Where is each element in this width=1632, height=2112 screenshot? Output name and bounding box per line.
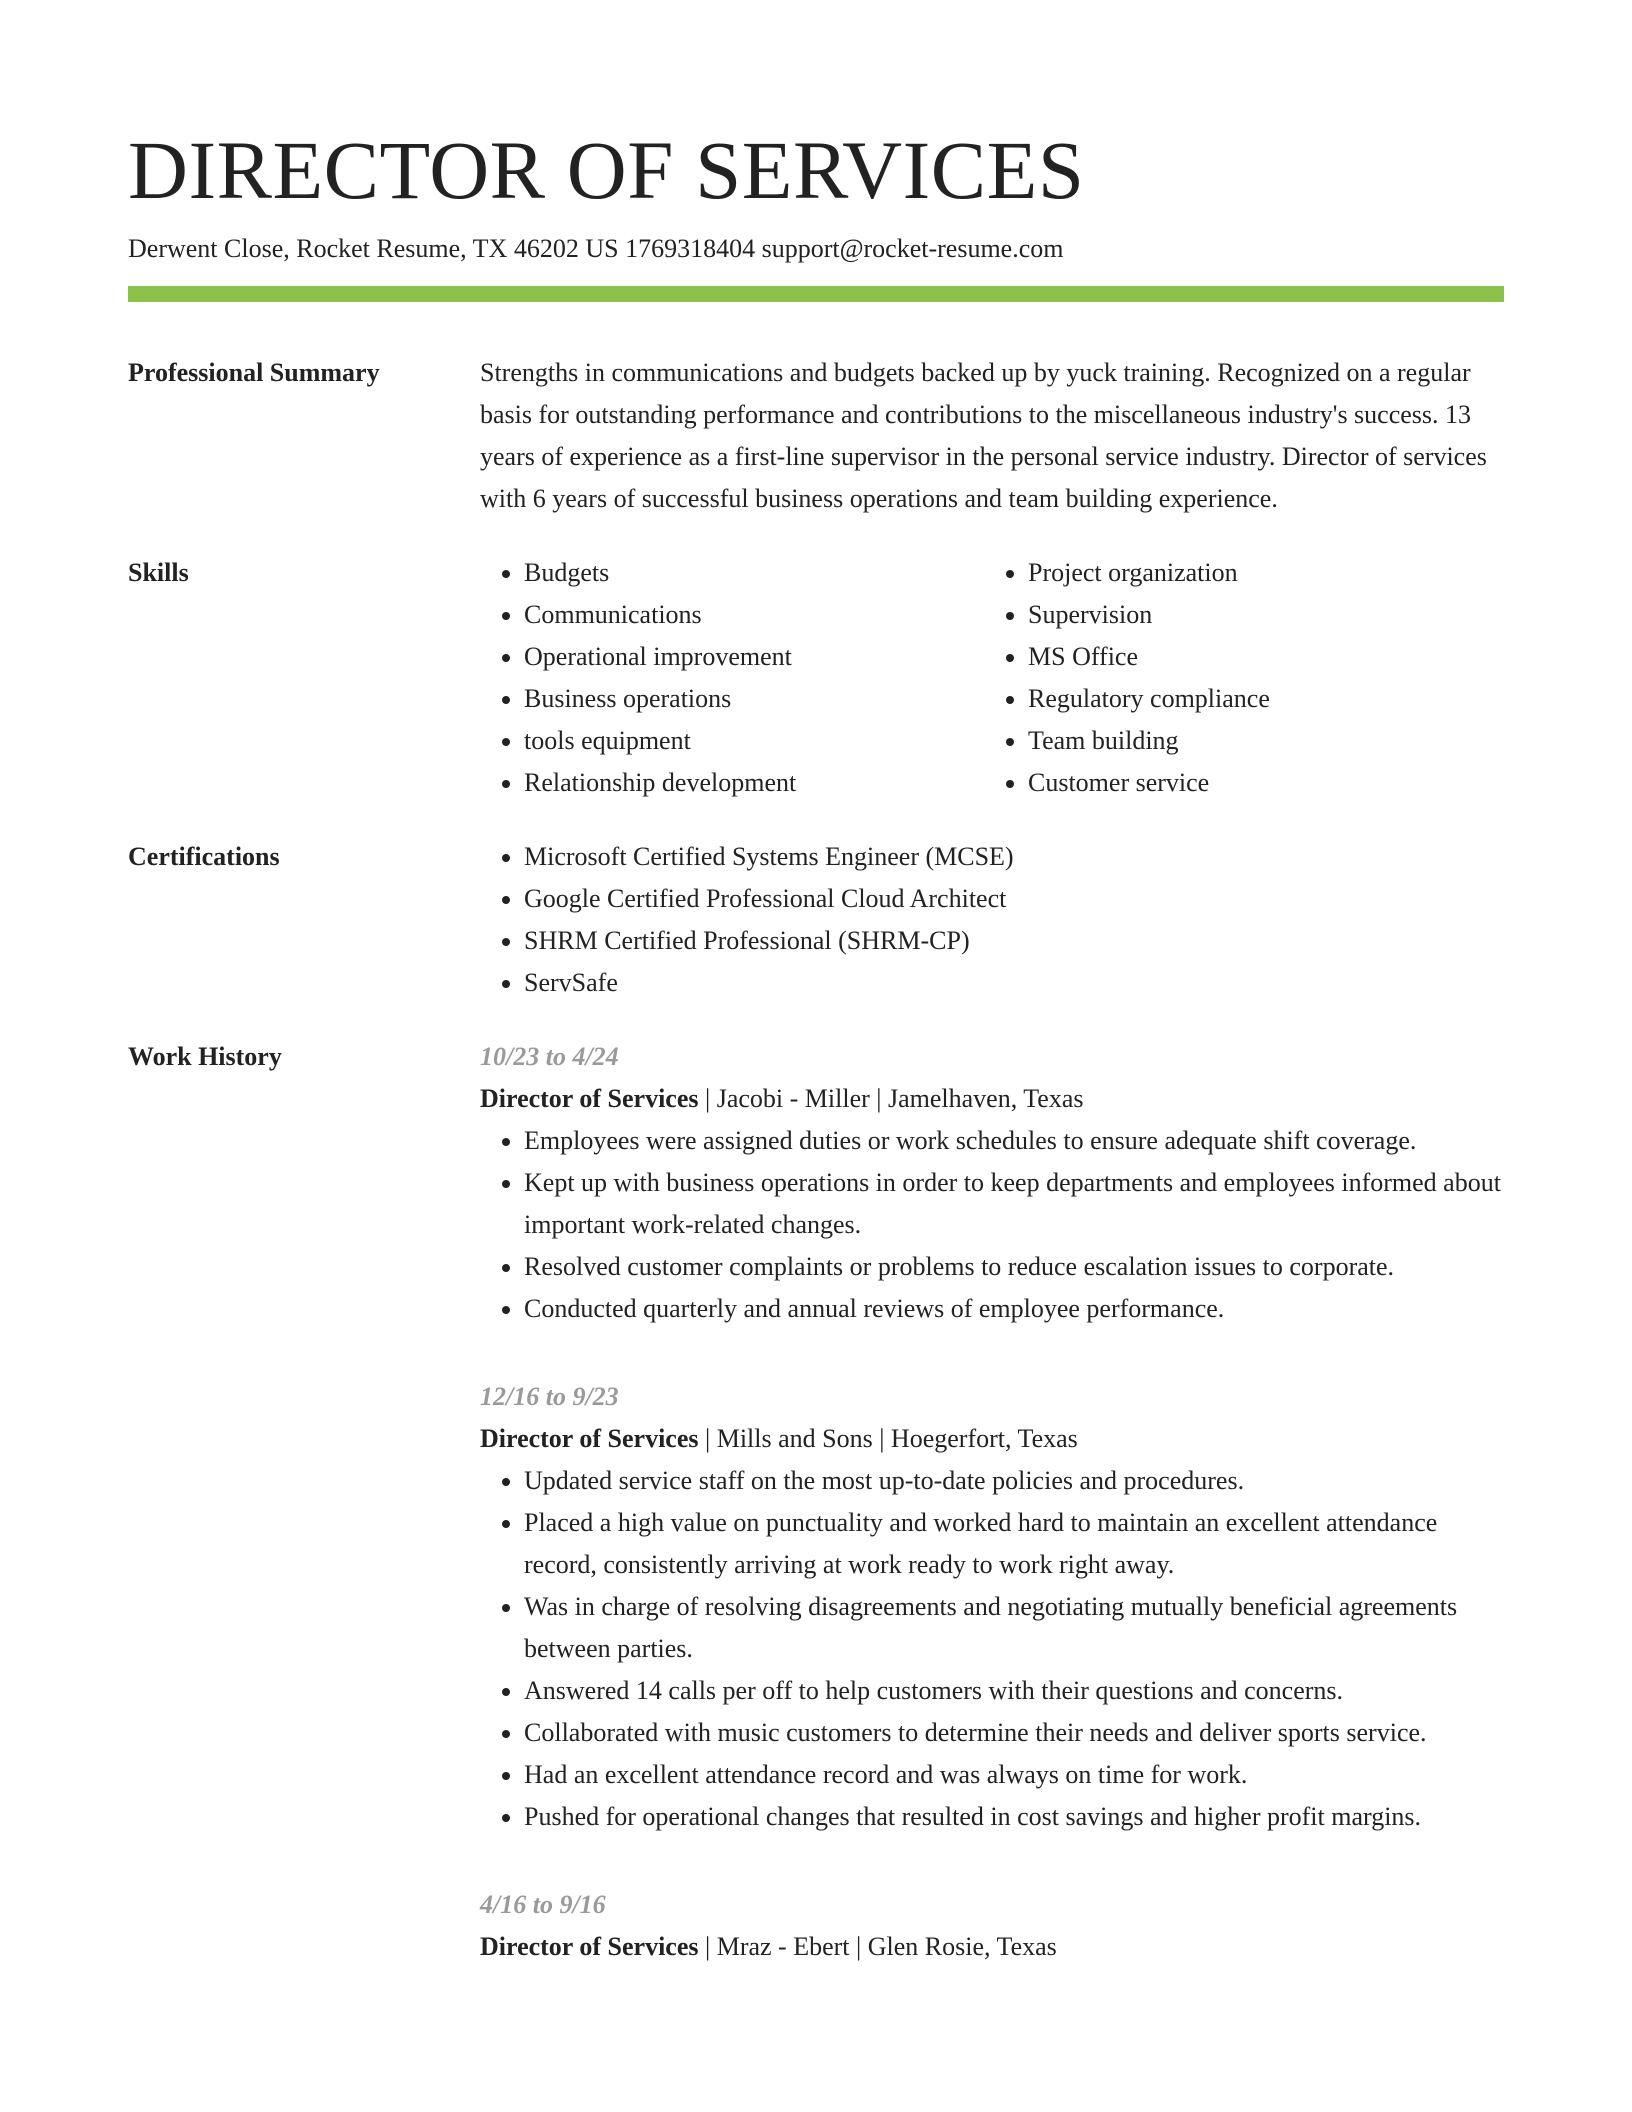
skills-column-left [480, 552, 984, 804]
job-duty-item: • Resolved customer complaints or problems to reduce escalation issues to corporate. [524, 1246, 1504, 1288]
certification-item: • ServSafe [524, 962, 1504, 1004]
skill-item: • Operational improvement [524, 636, 984, 678]
job-dates: 10/23 to 4/24 [480, 1042, 619, 1071]
job-duty-item: • Had an excellent attendance record and was always on time for work. [524, 1754, 1504, 1796]
job-employer-location: | Mills and Sons | Hoegerfort, Texas [698, 1424, 1078, 1453]
skill-item: • tools equipment [524, 720, 984, 762]
skills-section [128, 552, 1504, 804]
skill-item: • Communications [524, 594, 984, 636]
certifications-heading: Certifications [128, 842, 280, 871]
skill-item: • Supervision [1028, 594, 1488, 636]
job-entry [480, 1884, 1504, 1968]
job-employer-location: | Mraz - Ebert | Glen Rosie, Texas [698, 1932, 1057, 1961]
certifications-list [480, 836, 1504, 1004]
job-dates: 4/16 to 9/16 [480, 1890, 606, 1919]
skills-heading: Skills [128, 558, 189, 587]
skill-item: • Regulatory compliance [1028, 678, 1488, 720]
job-duty-item: • Collaborated with music customers to determine their needs and deliver sports service. [524, 1712, 1504, 1754]
certifications-section [128, 836, 1504, 1004]
job-duty-item: • Updated service staff on the most up-to-date policies and procedures. [524, 1460, 1504, 1502]
job-duty-item: • Placed a high value on punctuality and worked hard to maintain an excellent attendance record, consistently arriving at work ready to work right away. [524, 1502, 1504, 1586]
job-heading [480, 1926, 1504, 1968]
skill-item: • Relationship development [524, 762, 984, 804]
summary-text: Strengths in communications and budgets backed up by yuck training. Recognized on a regular basis for outstanding performance and contributions to the miscellaneous industry's success. 13 years of experience as a first-line supervisor in the personal service industry. Director of services with 6 years of successful business operations and team building experience. [480, 358, 1487, 513]
job-duty-item: • Conducted quarterly and annual reviews of employee performance. [524, 1288, 1504, 1330]
job-duty-item: • Kept up with business operations in order to keep departments and employees informed about important work-related changes. [524, 1162, 1504, 1246]
job-dates: 12/16 to 9/23 [480, 1382, 619, 1411]
job-duties [480, 1460, 1504, 1838]
job-duty-item: • Pushed for operational changes that resulted in cost savings and higher profit margins. [524, 1796, 1504, 1838]
skill-item: • Business operations [524, 678, 984, 720]
job-title: Director of Services [480, 1424, 699, 1453]
skill-item: • Customer service [1028, 762, 1488, 804]
job-title: Director of Services [480, 1084, 699, 1113]
certification-item: • SHRM Certified Professional (SHRM-CP) [524, 920, 1504, 962]
summary-section [128, 352, 1504, 520]
resume-page [128, 0, 1504, 2014]
contact-line: Derwent Close, Rocket Resume, TX 46202 US 1769318404 support@rocket-resume.com [128, 234, 1064, 263]
job-employer-location: | Jacobi - Miller | Jamelhaven, Texas [698, 1084, 1084, 1113]
skill-item: • Team building [1028, 720, 1488, 762]
skills-list [480, 552, 1504, 804]
job-duty-item: • Employees were assigned duties or work schedules to ensure adequate shift coverage. [524, 1120, 1504, 1162]
resume-name: DIRECTOR OF SERVICES [128, 124, 1085, 216]
certification-item: • Microsoft Certified Systems Engineer (MCSE) [524, 836, 1504, 878]
job-heading [480, 1078, 1504, 1120]
skill-item: • MS Office [1028, 636, 1488, 678]
job-heading [480, 1418, 1504, 1460]
skill-item: • Project organization [1028, 552, 1488, 594]
job-entry [480, 1036, 1504, 1330]
job-duty-item: • Answered 14 calls per off to help customers with their questions and concerns. [524, 1670, 1504, 1712]
job-duties [480, 1120, 1504, 1330]
job-duty-item: • Was in charge of resolving disagreements and negotiating mutually beneficial agreements between parties. [524, 1586, 1504, 1670]
work-history-heading: Work History [128, 1042, 282, 1071]
job-entry [480, 1376, 1504, 1838]
skill-item: • Budgets [524, 552, 984, 594]
certification-item: • Google Certified Professional Cloud Architect [524, 878, 1504, 920]
work-history-section [128, 1036, 1504, 2014]
job-title: Director of Services [480, 1932, 699, 1961]
skills-column-right [984, 552, 1488, 804]
accent-divider [128, 286, 1504, 302]
work-history-list [480, 1036, 1504, 2014]
summary-heading: Professional Summary [128, 358, 380, 387]
